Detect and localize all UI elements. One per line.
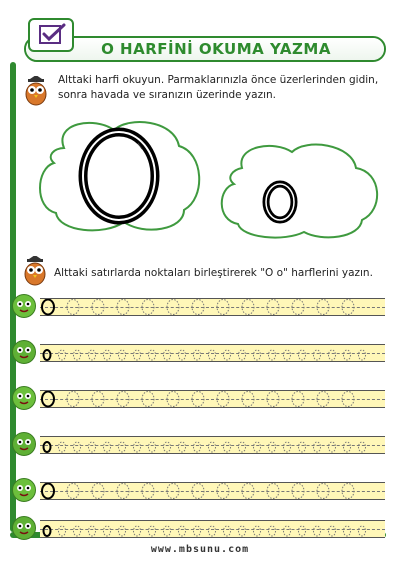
cloud-small	[214, 140, 384, 240]
row-dotted-letter	[67, 392, 79, 407]
row-dotted-letter	[194, 442, 201, 452]
row-dotted-letter	[134, 350, 141, 360]
apple-face-icon	[12, 478, 36, 502]
row-dotted-letter	[224, 526, 231, 536]
apple-face-icon	[12, 516, 36, 540]
row-dotted-letter	[67, 484, 79, 499]
row-dotted-letter	[164, 350, 171, 360]
row-letters	[40, 299, 385, 317]
row-dotted-letter	[74, 442, 81, 452]
row-dotted-letter	[142, 300, 154, 315]
row-dotted-letter	[254, 442, 261, 452]
row-dotted-letter	[254, 350, 261, 360]
row-dotted-letter	[119, 442, 126, 452]
row-dotted-letter	[119, 526, 126, 536]
instruction-second: Alttaki satırlarda noktaları birleştirerek "O o" harflerini yazın.	[54, 267, 373, 279]
row-dotted-letter	[342, 392, 354, 407]
row-dotted-letter	[167, 392, 179, 407]
row-dotted-letter	[104, 442, 111, 452]
apple-face-icon	[12, 340, 36, 364]
row-dotted-letter	[254, 526, 261, 536]
row-dotted-letter	[359, 442, 366, 452]
row-dotted-letter	[92, 300, 104, 315]
row-dotted-letter	[314, 350, 321, 360]
row-dotted-letter	[239, 526, 246, 536]
cloud-large	[34, 118, 204, 233]
apple-face-icon	[12, 294, 36, 318]
row-dotted-letter	[117, 392, 129, 407]
row-dotted-letter	[117, 484, 129, 499]
row-dotted-letter	[149, 526, 156, 536]
row-dotted-letter	[92, 392, 104, 407]
row-dotted-letter	[224, 442, 231, 452]
row-dotted-letter	[299, 442, 306, 452]
row-dotted-letter	[284, 442, 291, 452]
owl-teacher-icon	[22, 76, 50, 106]
apple-face-icon	[12, 432, 36, 456]
row-dotted-letter	[104, 526, 111, 536]
row-dotted-letter	[284, 526, 291, 536]
row-start-letter	[44, 350, 51, 360]
row-dotted-letter	[284, 350, 291, 360]
row-dotted-letter	[267, 484, 279, 499]
row-dotted-letter	[329, 526, 336, 536]
row-dotted-letter	[317, 392, 329, 407]
row-dotted-letter	[142, 484, 154, 499]
row-dotted-letter	[329, 442, 336, 452]
owl-teacher-icon-2	[20, 256, 50, 286]
page-title: O HARFİNİ OKUMA YAZMA	[101, 40, 331, 58]
corner-box	[28, 18, 74, 52]
row-dotted-letter	[192, 300, 204, 315]
row-dotted-letter	[134, 442, 141, 452]
row-dotted-letter	[242, 484, 254, 499]
row-dotted-letter	[142, 392, 154, 407]
row-dotted-letter	[359, 350, 366, 360]
practice-row	[40, 298, 385, 316]
row-dotted-letter	[179, 442, 186, 452]
row-dotted-letter	[239, 442, 246, 452]
row-dotted-letter	[89, 350, 96, 360]
row-dotted-letter	[317, 484, 329, 499]
row-dotted-letter	[217, 300, 229, 315]
row-dotted-letter	[242, 392, 254, 407]
row-dotted-letter	[74, 350, 81, 360]
row-dotted-letter	[104, 350, 111, 360]
practice-row	[40, 520, 385, 538]
row-letters	[40, 521, 385, 539]
row-dotted-letter	[299, 350, 306, 360]
practice-row	[40, 436, 385, 454]
row-dotted-letter	[164, 442, 171, 452]
row-letters	[40, 483, 385, 501]
row-dotted-letter	[209, 442, 216, 452]
row-dotted-letter	[344, 442, 351, 452]
row-dotted-letter	[209, 526, 216, 536]
row-dotted-letter	[292, 300, 304, 315]
row-dotted-letter	[92, 484, 104, 499]
row-dotted-letter	[192, 484, 204, 499]
row-dotted-letter	[342, 484, 354, 499]
instruction-first: Alttaki harfi okuyun. Parmaklarınızla önce üzerlerinden gidin, sonra havada ve sıranızın üzerinde yazın.	[58, 74, 379, 101]
row-dotted-letter	[67, 300, 79, 315]
checkmark-icon	[30, 20, 72, 50]
apple-face-icon	[12, 386, 36, 410]
row-dotted-letter	[149, 442, 156, 452]
row-letters	[40, 345, 385, 363]
footer-website: www.mbsunu.com	[150, 544, 250, 555]
row-letters	[40, 391, 385, 409]
practice-row	[40, 482, 385, 500]
row-dotted-letter	[292, 392, 304, 407]
practice-row	[40, 344, 385, 362]
row-start-letter	[44, 442, 51, 452]
row-dotted-letter	[314, 442, 321, 452]
row-dotted-letter	[59, 442, 66, 452]
row-dotted-letter	[194, 526, 201, 536]
row-dotted-letter	[267, 392, 279, 407]
row-dotted-letter	[59, 526, 66, 536]
row-dotted-letter	[89, 442, 96, 452]
row-dotted-letter	[217, 392, 229, 407]
row-dotted-letter	[179, 526, 186, 536]
row-dotted-letter	[344, 350, 351, 360]
row-dotted-letter	[119, 350, 126, 360]
row-dotted-letter	[359, 526, 366, 536]
row-dotted-letter	[299, 526, 306, 536]
row-dotted-letter	[242, 300, 254, 315]
row-dotted-letter	[194, 350, 201, 360]
row-dotted-letter	[317, 300, 329, 315]
row-dotted-letter	[269, 526, 276, 536]
row-dotted-letter	[329, 350, 336, 360]
row-dotted-letter	[209, 350, 216, 360]
row-dotted-letter	[89, 526, 96, 536]
row-dotted-letter	[74, 526, 81, 536]
row-dotted-letter	[239, 350, 246, 360]
row-start-letter	[42, 392, 54, 407]
row-dotted-letter	[269, 350, 276, 360]
row-start-letter	[44, 526, 51, 536]
row-dotted-letter	[224, 350, 231, 360]
row-dotted-letter	[59, 350, 66, 360]
row-dotted-letter	[269, 442, 276, 452]
row-dotted-letter	[217, 484, 229, 499]
row-dotted-letter	[167, 484, 179, 499]
row-dotted-letter	[179, 350, 186, 360]
row-dotted-letter	[192, 392, 204, 407]
row-start-letter	[42, 300, 54, 315]
row-dotted-letter	[314, 526, 321, 536]
row-dotted-letter	[267, 300, 279, 315]
row-dotted-letter	[117, 300, 129, 315]
row-dotted-letter	[164, 526, 171, 536]
row-dotted-letter	[149, 350, 156, 360]
row-dotted-letter	[344, 526, 351, 536]
row-dotted-letter	[134, 526, 141, 536]
row-dotted-letter	[292, 484, 304, 499]
row-dotted-letter	[342, 300, 354, 315]
practice-row	[40, 390, 385, 408]
row-letters	[40, 437, 385, 455]
row-start-letter	[42, 484, 54, 499]
row-dotted-letter	[167, 300, 179, 315]
